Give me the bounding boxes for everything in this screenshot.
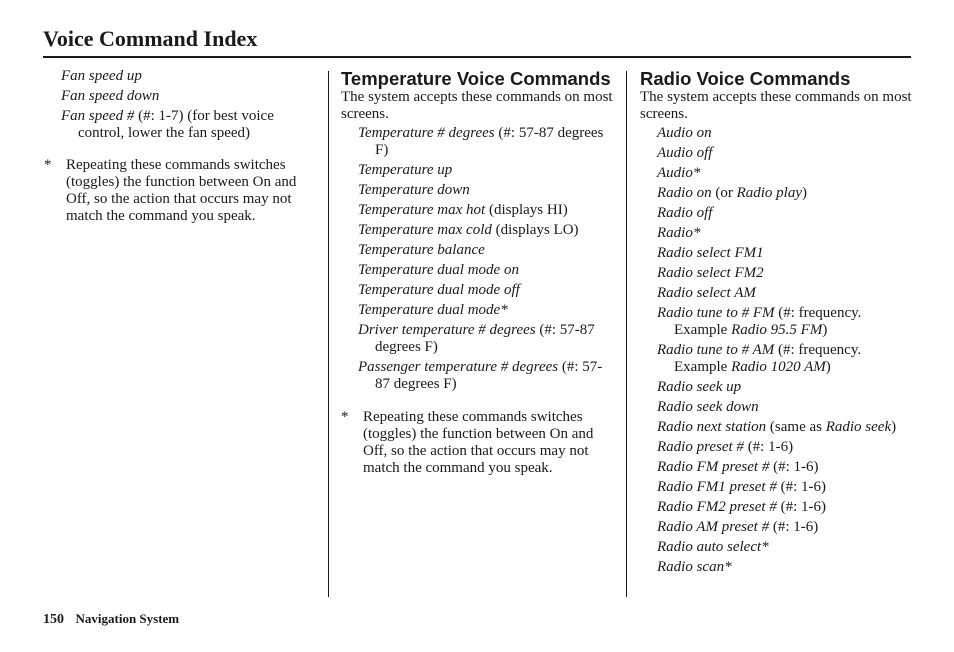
command-phrase: Radio* [657,225,701,241]
command-detail: ) [802,185,807,201]
command-item [657,145,912,162]
page-number: 150 [43,612,64,627]
radio-command-list [640,125,912,576]
command-phrase: Radio auto select* [657,539,769,555]
section-name: Navigation System [75,611,180,626]
command-phrase: Fan speed down [61,88,160,104]
command-phrase: Radio tune to # FM [657,305,775,321]
command-item [657,519,912,536]
command-phrase: Radio 95.5 FM [731,322,823,338]
command-detail: ) [822,322,828,338]
command-phrase: Radio AM preset # [657,519,770,535]
command-detail: (#: 57-87 degrees F) [375,359,603,392]
command-phrase: Temperature balance [358,242,485,258]
command-phrase: Radio select AM [657,285,756,301]
command-phrase: Temperature dual mode* [358,302,508,318]
command-item [657,539,912,556]
command-detail: (#: frequency. Example [674,305,862,338]
temperature-intro: The system accepts these commands on most screens. [341,89,613,122]
command-phrase: Temperature down [358,182,470,198]
command-item [358,322,613,356]
command-detail: (#: 1-6) [776,499,826,515]
command-phrase: Radio scan* [657,559,732,575]
note-marker: * [341,409,349,425]
command-item [358,222,613,239]
command-detail: (#: 1-6) [743,439,794,455]
command-item [358,302,613,319]
command-detail: (#: 1-6) [769,459,819,475]
command-item [657,499,912,516]
command-phrase: Temperature up [358,162,453,178]
fan-command-list [44,68,316,142]
command-item [61,108,316,142]
command-item [657,225,912,242]
command-phrase: Radio seek up [657,379,742,395]
command-item [657,342,912,376]
command-phrase: Radio seek down [657,399,759,415]
command-item [657,419,912,436]
command-detail: (#: 57-87 degrees F) [375,125,604,158]
note-text: Repeating these commands switches (toggles) the function between On and Off, so the action that occurs may not match the command you speak. [363,409,594,476]
command-phrase: Radio FM2 preset # [657,499,777,515]
page-title: Voice Command Index [43,26,258,51]
command-phrase: Temperature # degrees [358,125,495,141]
command-detail: (same as [766,419,826,435]
command-item [657,459,912,476]
command-item [657,185,912,202]
command-phrase: Radio FM1 preset # [657,479,777,495]
command-phrase: Radio off [657,205,713,221]
column-divider-1 [328,71,329,597]
command-item [657,285,912,302]
temperature-column [341,68,613,477]
radio-intro: The system accepts these commands on most screens. [640,89,912,122]
command-phrase: Radio tune to # AM [657,342,775,358]
command-phrase: Radio play [736,185,802,201]
command-item [657,265,912,282]
command-phrase: Radio select FM1 [657,245,764,261]
page-footer [43,611,179,628]
command-phrase: Temperature max hot [358,202,486,218]
command-detail: (#: 1-6) [769,519,819,535]
command-item [358,359,613,393]
command-item [358,202,613,219]
command-item [358,242,613,259]
fan-column [44,68,316,225]
command-phrase: Passenger temperature # degrees [358,359,559,375]
radio-column [640,68,912,579]
command-item [358,125,613,159]
command-item [657,165,912,182]
command-item [358,162,613,179]
command-detail: ) [891,419,897,435]
command-phrase: Fan speed up [61,68,142,84]
command-phrase: Radio next station [657,419,767,435]
command-item [657,559,912,576]
command-phrase: Radio seek [825,419,892,435]
command-detail: (#: 1-6) [776,479,826,495]
command-item [61,88,316,105]
temperature-heading: Temperature Voice Commands [341,68,611,89]
command-detail: (#: frequency. Example [674,342,862,375]
command-phrase: Radio select FM2 [657,265,764,281]
command-phrase: Temperature dual mode on [358,262,519,278]
command-item [657,305,912,339]
command-item [358,182,613,199]
command-phrase: Driver temperature # degrees [358,322,536,338]
toggle-note [44,157,316,225]
command-phrase: Audio* [657,165,701,181]
command-detail: (#: 1-7) (for best voice control, lower the fan speed) [78,108,274,141]
note-marker: * [44,157,52,173]
command-item [657,399,912,416]
command-item [657,439,912,456]
command-item [657,205,912,222]
command-detail: (or [711,185,737,201]
command-phrase: Temperature max cold [358,222,492,238]
command-item [61,68,316,85]
command-item [358,282,613,299]
command-item [657,379,912,396]
command-detail: (displays LO) [491,222,579,238]
command-item [358,262,613,279]
note-text: Repeating these commands switches (toggles) the function between On and Off, so the action that occurs may not match the command you speak. [66,157,297,224]
command-phrase: Temperature dual mode off [358,282,520,298]
command-detail: (displays HI) [485,202,568,218]
title-rule [43,56,911,58]
radio-heading: Radio Voice Commands [640,68,851,89]
command-phrase: Radio 1020 AM [731,359,826,375]
command-phrase: Radio preset # [657,439,744,455]
toggle-note [341,409,613,477]
command-phrase: Radio on [657,185,712,201]
command-detail: (#: 57-87 degrees F) [375,322,595,355]
command-detail: ) [825,359,831,375]
column-divider-2 [626,71,627,597]
command-phrase: Radio FM preset # [657,459,770,475]
command-item [657,245,912,262]
command-item [657,479,912,496]
command-phrase: Audio off [657,145,713,161]
temperature-command-list [341,125,613,393]
command-phrase: Audio on [657,125,712,141]
command-item [657,125,912,142]
command-phrase: Fan speed # [61,108,135,124]
